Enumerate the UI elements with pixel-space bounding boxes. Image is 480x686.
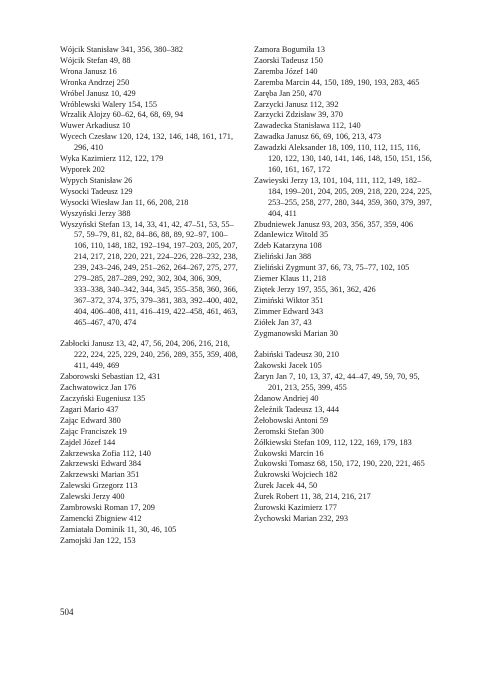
index-entry: Wyszyński Stefan 13, 14, 33, 41, 42, 47–51, 53, 55–57, 59–79, 81, 82, 84–86, 88, 89, 92–97, 100–106, 110, 148, 182, 192–194, 197–203, 205, 207, 214, 217, 218, 220, 221, 224–226, 228–232, 238, 239, 243–246, 249, 251–262, 264–267, 275, 277, 279–285, 287–289, 292, 302, 304, 306, 309, 333–338, 340–342, 344, 345, 355–358, 360, 366, 367–372, 374, 375, 379–381, 383, 392–400, 402, 404, 406–408, 411, 416–419, 422–458, 461, 463, 465–467, 470, 474: [60, 219, 238, 327]
index-entry: Zagari Mario 437: [60, 404, 119, 414]
section-gap: [60, 329, 238, 340]
index-entry: Żychowski Marian 232, 293: [254, 513, 349, 523]
index-entry: Zachwatowicz Jan 176: [60, 383, 137, 393]
index-entry: Wójcik Stanisław 341, 356, 380–382: [60, 45, 184, 54]
index-entry: Żółkiewski Stefan 109, 112, 122, 169, 179, 183: [254, 437, 412, 447]
index-entry: Zakrzewski Edward 384: [60, 459, 142, 469]
index-entry: Żurek Jacek 44, 50: [254, 481, 318, 491]
index-entry: Żakowski Jacek 105: [254, 361, 322, 371]
index-entry: Zalewski Grzegorz 113: [60, 481, 138, 491]
index-entry: Zaręba Jan 250, 470: [254, 88, 322, 98]
index-entry: Zaorski Tadeusz 150: [254, 55, 323, 65]
index-entry: Zamojski Jan 122, 153: [60, 535, 136, 545]
index-entry: Zalewski Jerzy 400: [60, 492, 125, 502]
section-gap: [254, 339, 434, 350]
index-column-right: [254, 45, 434, 525]
index-entry: Zakrzewska Zofia 112, 140: [60, 448, 151, 458]
index-entry: Wuwer Arkadiusz 10: [60, 121, 131, 131]
index-entry: Zbudniewek Janusz 93, 203, 356, 357, 359, 406: [254, 219, 414, 229]
page-number: 504: [60, 607, 74, 617]
index-entry: Zamencki Zbigniew 412: [60, 513, 142, 523]
index-entry: Zaborowski Sebastian 12, 431: [60, 372, 161, 382]
index-entry: Wrzalik Alojzy 60–62, 64, 68, 69, 94: [60, 110, 184, 120]
index-entry: Wróblewski Walery 154, 155: [60, 99, 158, 109]
index-entry: Zabłocki Janusz 13, 42, 47, 56, 204, 206, 216, 218, 222, 224, 225, 229, 240, 256, 289, 355, 359, 408, 411, 449, 469: [60, 339, 238, 371]
index-entry: Zaremba Marcin 44, 150, 189, 190, 193, 283, 465: [254, 77, 420, 87]
index-entry: Żukowski Tomasz 68, 150, 172, 190, 220, 221, 465: [254, 459, 425, 469]
index-entry: Zdeb Katarzyna 108: [254, 241, 322, 251]
index-entry: Zawadzki Aleksander 18, 109, 110, 112, 115, 116, 120, 122, 130, 140, 141, 146, 148, 150, 151, 156, 160, 161, 167, 172: [254, 143, 432, 174]
index-entry: Zajdel Józef 144: [60, 437, 116, 447]
index-entry: Zając Edward 380: [60, 415, 121, 425]
index-entry: Zieliński Zygmunt 37, 66, 73, 75–77, 102, 105: [254, 263, 410, 273]
index-entry: Zamiatała Dominik 11, 30, 46, 105: [60, 524, 177, 534]
index-entry: Wysocki Tadeusz 129: [60, 186, 133, 196]
index-entry: Wronka Andrzej 250: [60, 77, 130, 87]
index-entry: Wójcik Stefan 49, 88: [60, 55, 131, 65]
index-column-left: [60, 45, 238, 547]
index-entry: Ziemer Klaus 11, 218: [254, 274, 327, 284]
index-entry: Zimiński Wiktor 351: [254, 295, 324, 305]
index-entry: Żeleźnik Tadeusz 13, 444: [254, 404, 339, 414]
index-entry: Zieliński Jan 388: [254, 252, 312, 262]
index-entry: Żukowski Marcin 16: [254, 448, 324, 458]
index-entry: Wyszyński Jerzy 388: [60, 208, 131, 218]
index-entry: Zaczyński Eugeniusz 135: [60, 393, 146, 403]
index-entry: Żabiński Tadeusz 30, 210: [254, 350, 339, 360]
index-entry: Zakrzewski Marian 351: [60, 470, 140, 480]
index-entry: Żełobowski Antoni 59: [254, 415, 329, 425]
index-entry: Zając Franciszek 19: [60, 426, 127, 436]
index-entry: Wyka Kazimierz 112, 122, 179: [60, 154, 164, 164]
index-entry: Wróbel Janusz 10, 429: [60, 88, 136, 98]
index-entry: Zarzycki Janusz 112, 392: [254, 99, 339, 109]
index-entry: Zawieyski Jerzy 13, 101, 104, 111, 112, 149, 182–184, 199–201, 204, 205, 209, 218, 220, 224, 225, 253–255, 258, 277, 280, 344, 359, 360, 379, 397, 404, 411: [254, 175, 432, 218]
index-entry: Żukrowski Wojciech 182: [254, 470, 338, 480]
index-entry: Zimmer Edward 343: [254, 306, 324, 316]
index-entry: Wysocki Wiesław Jan 11, 66, 208, 218: [60, 197, 189, 207]
index-entry: Wycech Czesław 120, 124, 132, 146, 148, 161, 171, 296, 410: [60, 132, 234, 153]
index-entry: Żeromski Stefan 300: [254, 426, 324, 436]
index-entry: Zygmanowski Marian 30: [254, 328, 338, 338]
index-entry: Zawadka Janusz 66, 69, 106, 213, 473: [254, 132, 382, 142]
index-entry: Wypych Stanisław 26: [60, 175, 133, 185]
index-entry: Wrona Janusz 16: [60, 66, 117, 76]
index-entry: Zawadecka Stanisława 112, 140: [254, 121, 361, 131]
index-entry: Zambrowski Roman 17, 209: [60, 503, 155, 513]
index-entry: ZdanIewicz Witold 35: [254, 230, 329, 240]
index-entry: Zaremba Józef 140: [254, 66, 318, 76]
index-entry: Ziółek Jan 37, 43: [254, 317, 312, 327]
index-entry: Żurowski Kazimierz 177: [254, 503, 337, 513]
index-entry: Ziętek Jerzy 197, 355, 361, 362, 426: [254, 284, 376, 294]
index-entry: Zamora Bogumiła 13: [254, 45, 325, 54]
index-entry: Żdanow Andriej 40: [254, 393, 319, 403]
index-entry: Żaryn Jan 7, 10, 13, 37, 42, 44–47, 49, 59, 70, 95, 201, 213, 255, 399, 455: [254, 372, 420, 393]
index-entry: Zarzycki Zdzisław 39, 370: [254, 110, 343, 120]
index-entry: Żurek Robert 11, 38, 214, 216, 217: [254, 492, 371, 502]
index-entry: Wyporek 202: [60, 164, 105, 174]
